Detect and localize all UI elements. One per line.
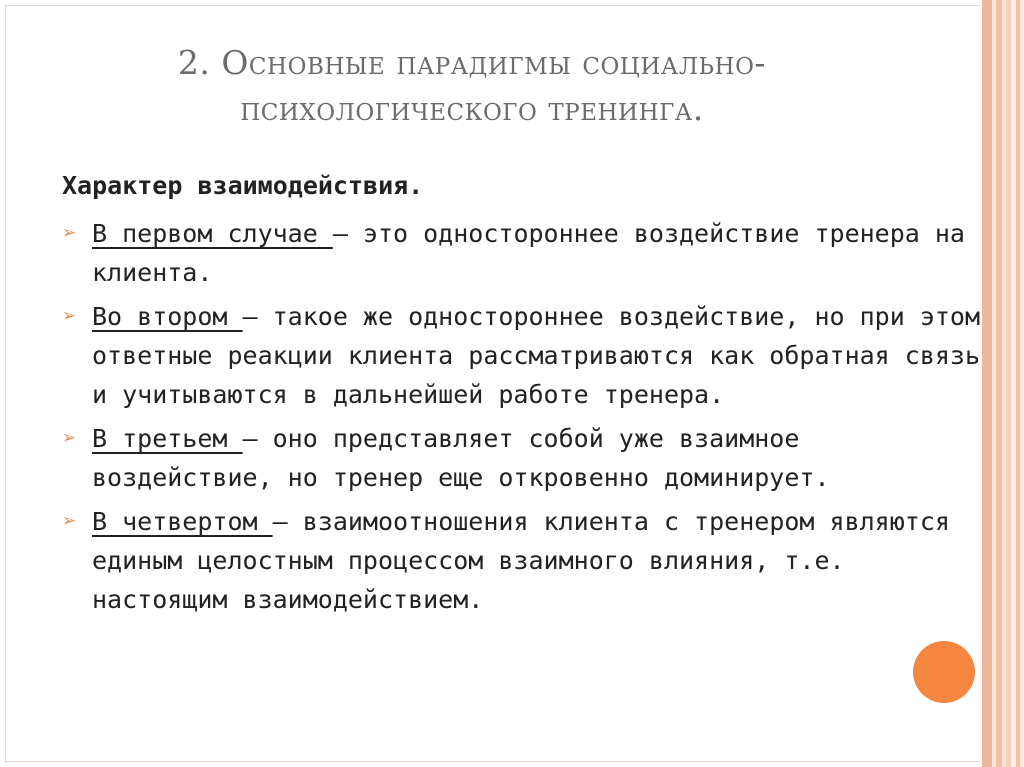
list-item xyxy=(62,419,982,497)
item-term: В первом случае xyxy=(92,219,333,248)
decorative-stripes xyxy=(980,0,1024,767)
list-item xyxy=(62,214,982,292)
item-term: Во втором xyxy=(92,302,243,331)
item-term: В третьем xyxy=(92,424,243,453)
list-item xyxy=(62,297,982,414)
item-text: — такое же одностороннее воздействие, но при этом ответные реакции клиента рассматриваются как обратная связь и учитываются в дальнейшей работе тренера. xyxy=(92,302,981,409)
slide-content xyxy=(62,168,982,624)
item-text: — оно представляет собой уже взаимное воздействие, но тренер еще откровенно доминирует. xyxy=(92,424,830,492)
title-line-1: 2. Основные парадигмы социально- xyxy=(177,43,767,82)
content-heading: Характер взаимодействия. xyxy=(62,171,424,200)
list-item xyxy=(62,502,982,619)
item-term: В четвертом xyxy=(92,507,273,536)
title-line-2: психологического тренинга. xyxy=(240,89,704,128)
arrow-bullet-icon: ➢ xyxy=(62,306,77,326)
item-text: — это одностороннее воздействие тренера на клиента. xyxy=(92,219,965,287)
decorative-circle xyxy=(913,641,975,703)
arrow-bullet-icon: ➢ xyxy=(62,428,77,448)
slide-title xyxy=(92,40,852,132)
arrow-bullet-icon: ➢ xyxy=(62,511,77,531)
arrow-bullet-icon: ➢ xyxy=(62,223,77,243)
item-text: — взаимоотношения клиента с тренером являются единым целостным процессом взаимного влияния, т.е. настоящим взаимодействием. xyxy=(92,507,950,614)
